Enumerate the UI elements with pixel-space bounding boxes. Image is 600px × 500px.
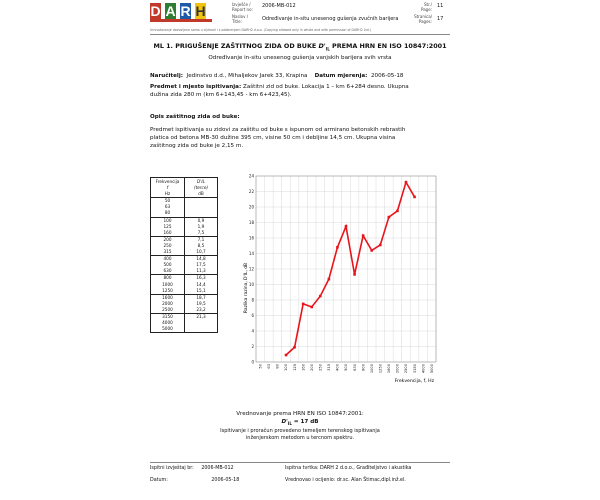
footer-report: Ispitni izvještaj br: 2006-MB-012 <box>150 466 234 471</box>
page-title: ML 1. PRIGUŠENJE ZAŠTITNOG ZIDA OD BUKE $D'_{IL}$ PREMA HRN EN ISO 10847:2001 <box>153 42 447 52</box>
x-tick-label: 250 <box>318 364 323 371</box>
x-axis-label: Frekvencija, f, Hz <box>394 379 434 384</box>
y-tick-label: 10 <box>248 282 254 287</box>
table-row: 800 1000 1250 16,3 14,4 15,1 <box>151 275 218 294</box>
x-tick-label: 1250 <box>378 364 383 374</box>
y-tick-label: 6 <box>251 313 254 318</box>
evaluation-block: Vrednovanje prema HRN EN ISO 10847:2001: $D'_{IL} = 17$ dB Ispitivanje i proračun provedeno temeljem terenskog ispitivanja inženjerskom metodom u tercnom spektru. <box>150 410 450 442</box>
data-point <box>370 249 373 252</box>
data-point <box>302 303 305 306</box>
x-tick-label: 2500 <box>404 364 409 374</box>
footer-date: Datum: 2006-05-18 <box>150 478 240 483</box>
table-row: 100 125 160 0,9 1,9 7,5 <box>151 217 218 236</box>
footer-rule <box>150 462 450 463</box>
x-tick-label: 160 <box>301 364 306 371</box>
data-point <box>353 273 356 276</box>
data-point <box>310 306 313 309</box>
data-point <box>362 234 365 237</box>
chart-x-ticks <box>258 363 433 373</box>
y-tick-label: 12 <box>248 266 254 272</box>
data-point <box>396 210 399 213</box>
y-tick-label: 24 <box>248 173 254 179</box>
header-title-label: Naslov / Title: <box>232 14 249 24</box>
subject-block: Predmet i mjesto ispitivanja: Zaštitni zid od buke. Lokacija 1 – km 6+284 desno. Ukupna dužina zida 280 m (km 6+143,45 - km 6+423,45). <box>150 84 409 98</box>
y-tick-label: 0 <box>251 359 254 365</box>
description-block: Opis zaštitnog zida od buke: Predmet ispitivanja su zidovi za zaštitu od buke s ispunom od armirano betonskih rebrastih platica od betona MB-30 dužine 395 cm, visine 50 cm i debljine 14,5 cm. Ukupna visina zaštitnog zida od buke je 2,15 m. <box>150 114 406 149</box>
header-page-value: 11 <box>437 3 444 9</box>
x-tick-label: 100 <box>284 364 289 371</box>
data-point <box>345 225 348 228</box>
page-subtitle: Određivanje in-situ unesenog gušenja vanjskih barijera svih vrsta <box>208 55 392 61</box>
logo-letter-h: H <box>195 3 206 19</box>
x-tick-label: 630 <box>352 364 357 371</box>
x-tick-label: 50 <box>258 364 263 369</box>
table-row: 400 500 630 14,8 17,5 11,3 <box>151 256 218 275</box>
x-tick-label: 500 <box>344 364 349 371</box>
x-tick-label: 315 <box>327 364 332 371</box>
y-tick-label: 16 <box>248 235 254 241</box>
header-title-value: Određivanje in-situ unesenog gušenja zvučnih barijera <box>262 16 399 22</box>
y-tick-label: 4 <box>251 328 254 334</box>
table-row: 3150 4000 5000 21,3 <box>151 313 218 332</box>
copyright-note: Umnožavanje dozvoljeno samo u cijelosti i s odobrenjem DARH2 d.o.o. (Copying allowed only in whole and with permission of DARH2 Ltd.) <box>150 28 372 32</box>
chart-grid <box>256 176 436 362</box>
data-point <box>319 295 322 298</box>
header-rule <box>150 34 450 35</box>
table-row: 200 250 315 7,1 8,5 10,7 <box>151 236 218 255</box>
x-tick-label: 1000 <box>369 364 374 374</box>
data-point <box>388 216 391 219</box>
header-pages-label: Stranica/ Pages: <box>414 14 432 24</box>
table-row: 1600 2000 2500 18,7 19,5 23,2 <box>151 294 218 313</box>
logo-letter-a: A <box>165 3 176 19</box>
y-axis-label: Razlika razina, D'IL, dB <box>244 262 249 314</box>
table-row: 50 63 80 <box>151 198 218 217</box>
header-report-label: Izvješće / Report no: <box>232 2 253 12</box>
x-tick-label: 1600 <box>387 364 392 374</box>
table-header-frequency: Frekvencija f Hz <box>151 178 185 198</box>
x-tick-label: 3150 <box>412 364 417 374</box>
header-report-value: 2006-MB-012 <box>262 3 296 9</box>
x-tick-label: 800 <box>361 364 366 371</box>
x-tick-label: 400 <box>335 364 340 371</box>
y-tick-label: 18 <box>248 220 254 225</box>
y-tick-label: 2 <box>251 344 254 349</box>
company-logo <box>150 3 212 21</box>
logo-letter-d: D <box>150 3 161 19</box>
data-point <box>413 196 416 199</box>
chart-y-ticks <box>249 174 255 365</box>
y-tick-label: 14 <box>248 251 254 256</box>
y-tick-label: 20 <box>248 204 254 210</box>
header-page-label: Str./ Page: <box>420 2 432 12</box>
data-point <box>328 278 331 281</box>
logo-letter-r: R <box>180 3 191 19</box>
footer-evaluator: Vrednovao i ocijenio: dr.sc. Alan Štimac,dipl.inž.el. <box>285 478 406 483</box>
data-point <box>293 346 296 349</box>
data-point <box>336 246 339 249</box>
attenuation-chart <box>238 170 440 402</box>
y-tick-label: 8 <box>251 297 254 303</box>
y-tick-label: 22 <box>248 189 254 194</box>
x-tick-label: 5000 <box>429 364 434 374</box>
data-point <box>379 244 382 247</box>
evaluation-result: $D'_{IL} = 17$ dB <box>281 419 319 427</box>
data-point <box>285 354 288 357</box>
client-line: Naručitelj: Jedinstvo d.d., Mihaljekov Jarek 33, Krapina Datum mjerenja: 2006-05-18 <box>150 73 404 79</box>
footer-company: Ispitna tvrtka: DARH 2 d.o.o., Građiteljstvo i akustika <box>285 466 412 471</box>
frequency-table <box>150 177 218 333</box>
x-tick-label: 63 <box>267 364 272 369</box>
x-tick-label: 80 <box>275 364 280 369</box>
x-tick-label: 125 <box>292 364 297 371</box>
logo-tagline-bar <box>150 19 212 22</box>
data-point <box>405 181 408 184</box>
table-header-dil: D'IL (terce) dB <box>184 178 217 198</box>
x-tick-label: 2000 <box>395 364 400 374</box>
x-tick-label: 4000 <box>421 364 426 374</box>
header-pages-value: 17 <box>437 16 444 22</box>
x-tick-label: 200 <box>309 364 314 371</box>
